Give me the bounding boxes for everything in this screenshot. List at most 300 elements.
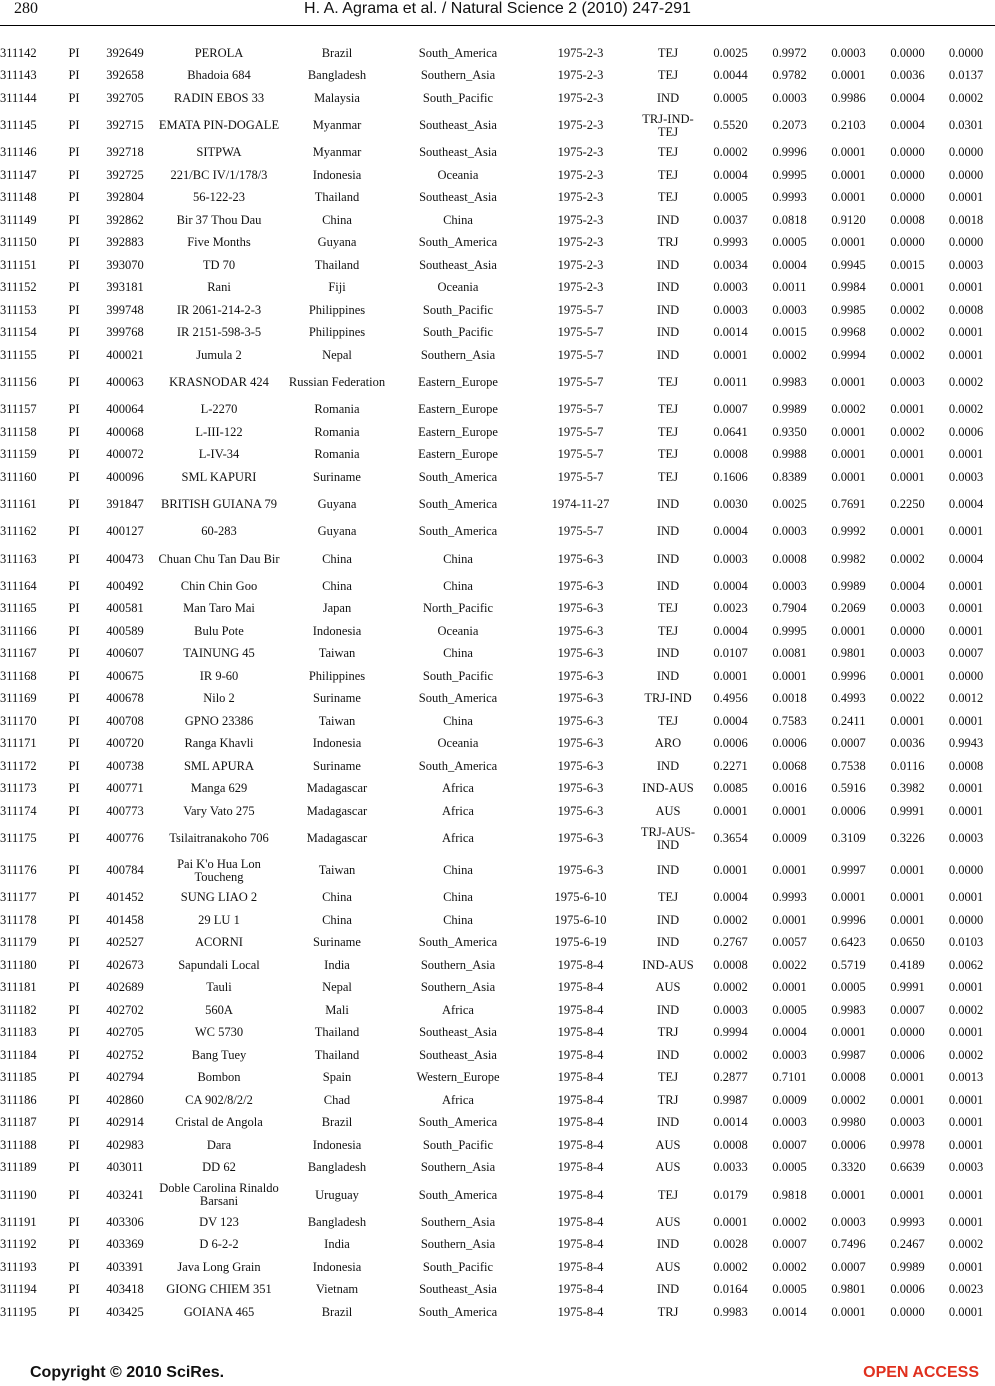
cultivar-name-cell: CA 902/8/2/2	[185, 1092, 253, 1107]
pi-number-cell: 401458	[106, 912, 144, 927]
accession-id-cell: 311158	[0, 424, 37, 439]
prefix-cell: PI	[68, 447, 80, 462]
q2-cell: 0.0057	[772, 935, 807, 950]
group-cell: TRJ	[657, 1304, 679, 1319]
date-cell: 1975-5-7	[557, 469, 604, 484]
q3-cell: 0.0006	[831, 803, 866, 818]
date-cell: 1975-5-7	[557, 524, 604, 539]
q2-cell: 0.9995	[772, 167, 807, 182]
q4-cell: 0.6639	[890, 1160, 925, 1175]
prefix-cell: PI	[68, 1187, 80, 1202]
q5-cell: 0.0062	[948, 957, 984, 972]
q3-cell: 0.0001	[831, 1025, 866, 1040]
country-cell: Taiwan	[318, 713, 356, 728]
q4-cell: 0.0000	[890, 190, 925, 205]
cultivar-name-cell: EMATA PIN-DOGALE	[158, 118, 280, 132]
region-cell: China	[443, 863, 473, 877]
q1-cell: 0.0004	[713, 713, 748, 728]
q2-cell: 0.9818	[772, 1187, 807, 1202]
date-cell: 1975-6-3	[557, 551, 604, 566]
cultivar-name-cell: D 6-2-2	[199, 1237, 239, 1252]
group-cell: IND	[656, 646, 680, 661]
q4-cell: 0.0001	[890, 402, 925, 417]
group-cell: TEJ	[657, 623, 679, 638]
region-cell: South_Pacific	[422, 1259, 494, 1274]
cultivar-name-cell: DD 62	[202, 1160, 236, 1175]
cultivar-name-cell: SML APURA	[183, 758, 255, 773]
q2-cell: 0.0001	[772, 863, 807, 877]
q1-cell: 0.0034	[713, 257, 748, 272]
accession-id-cell: 311143	[0, 68, 37, 83]
country-cell: Spain	[322, 1070, 352, 1085]
date-cell: 1975-6-3	[557, 623, 604, 638]
q2-cell: 0.0001	[772, 912, 807, 927]
date-cell: 1975-6-3	[557, 781, 604, 796]
prefix-cell: PI	[68, 1115, 80, 1130]
pi-number-cell: 402527	[106, 935, 144, 950]
q3-cell: 0.0007	[831, 736, 866, 751]
accession-id-cell: 311154	[0, 325, 37, 340]
accession-id-cell: 311189	[0, 1160, 37, 1175]
prefix-cell: PI	[68, 551, 80, 566]
group-cell: TRJ	[657, 1092, 679, 1107]
country-cell: Romania	[314, 424, 360, 439]
pi-number-cell: 400589	[106, 623, 144, 638]
country-cell: Indonesia	[312, 623, 362, 638]
pi-number-cell: 403425	[106, 1304, 144, 1319]
q4-cell: 0.0001	[890, 280, 925, 295]
q1-cell: 0.0004	[713, 623, 748, 638]
pi-number-cell: 392862	[106, 212, 144, 227]
prefix-cell: PI	[68, 1070, 80, 1085]
q4-cell: 0.9991	[890, 980, 925, 995]
group-cell: TEJ	[657, 375, 679, 389]
group-cell: TRJ-IND-TEJ	[642, 111, 694, 139]
cultivar-name-cell: GIONG CHIEM 351	[166, 1282, 272, 1297]
region-cell: South_America	[418, 1187, 498, 1202]
country-cell: Suriname	[313, 691, 361, 706]
date-cell: 1975-8-4	[557, 1237, 604, 1252]
pi-number-cell: 402983	[106, 1137, 144, 1152]
cultivar-name-cell: IR 2061-214-2-3	[176, 302, 262, 317]
country-cell: Philippines	[308, 325, 366, 340]
cultivar-name-cell: Dara	[206, 1137, 232, 1152]
q2-cell: 0.0005	[772, 1002, 807, 1017]
table-row	[0, 855, 995, 887]
q5-cell: 0.0001	[948, 713, 984, 728]
q3-cell: 0.0005	[831, 980, 866, 995]
cultivar-name-cell: GOIANA 465	[183, 1304, 255, 1319]
pi-number-cell: 400096	[106, 469, 144, 484]
q3-cell: 0.9994	[831, 347, 866, 362]
q5-cell: 0.9943	[948, 736, 984, 751]
table-row	[0, 733, 995, 756]
q2-cell: 0.0009	[772, 1092, 807, 1107]
q5-cell: 0.0001	[948, 280, 984, 295]
table-row	[0, 665, 995, 688]
country-cell: India	[324, 957, 350, 972]
q5-cell: 0.0001	[948, 1115, 984, 1130]
pi-number-cell: 402914	[106, 1115, 144, 1130]
q3-cell: 0.9989	[831, 578, 866, 593]
date-cell: 1975-6-3	[557, 713, 604, 728]
table-row	[0, 299, 995, 322]
q1-cell: 0.1606	[713, 469, 748, 484]
q1-cell: 0.0107	[713, 646, 748, 661]
accession-id-cell: 311156	[0, 375, 37, 389]
q2-cell: 0.0006	[772, 736, 807, 751]
date-cell: 1975-8-4	[557, 1187, 604, 1202]
q4-cell: 0.9991	[890, 803, 925, 818]
group-cell: TEJ	[657, 45, 679, 60]
q3-cell: 0.9980	[831, 1115, 866, 1130]
table-row	[0, 142, 995, 165]
pi-number-cell: 402794	[106, 1070, 144, 1085]
region-cell: China	[443, 890, 473, 905]
q2-cell: 0.0005	[772, 235, 807, 250]
q1-cell: 0.0006	[713, 736, 748, 751]
table-row	[0, 232, 995, 255]
cultivar-name-cell: IR 9-60	[199, 668, 239, 683]
q5-cell: 0.0001	[948, 1214, 984, 1229]
date-cell: 1975-6-3	[557, 803, 604, 818]
q3-cell: 0.0001	[831, 167, 866, 182]
country-cell: Suriname	[313, 758, 361, 773]
country-cell: Malaysia	[314, 90, 360, 105]
table-row	[0, 367, 995, 399]
q1-cell: 0.0001	[713, 1214, 748, 1229]
q4-cell: 0.4189	[890, 957, 925, 972]
q5-cell: 0.0000	[948, 235, 984, 250]
region-cell: Southeast_Asia	[419, 118, 497, 132]
group-cell: AUS	[655, 1160, 681, 1175]
prefix-cell: PI	[68, 1237, 80, 1252]
country-cell: Indonesia	[312, 1137, 362, 1152]
cultivar-name-cell: Bir 37 Thou Dau	[176, 212, 262, 227]
accession-id-cell: 311162	[0, 524, 37, 539]
pi-number-cell: 400771	[106, 781, 144, 796]
prefix-cell: PI	[68, 469, 80, 484]
q1-cell: 0.0004	[713, 578, 748, 593]
q4-cell: 0.2467	[890, 1237, 925, 1252]
group-cell: TEJ	[657, 713, 679, 728]
pi-number-cell: 400064	[106, 402, 144, 417]
accession-id-cell: 311155	[0, 347, 37, 362]
q5-cell: 0.0001	[948, 980, 984, 995]
q5-cell: 0.0001	[948, 347, 984, 362]
q3-cell: 0.9983	[831, 1002, 866, 1017]
q1-cell: 0.0007	[713, 402, 748, 417]
q3-cell: 0.5916	[831, 781, 866, 796]
table-row	[0, 87, 995, 110]
group-cell: TEJ	[657, 145, 679, 160]
date-cell: 1975-2-3	[557, 257, 604, 272]
country-cell: Thailand	[314, 1025, 360, 1040]
q4-cell: 0.0007	[890, 1002, 925, 1017]
cultivar-name-cell: KRASNODAR 424	[169, 375, 269, 389]
q1-cell: 0.0641	[713, 424, 748, 439]
accession-id-cell: 311181	[0, 980, 37, 995]
cultivar-name-cell: Rani	[207, 280, 231, 295]
q4-cell: 0.0015	[890, 257, 925, 272]
q1-cell: 0.0011	[713, 375, 748, 389]
region-cell: North_Pacific	[422, 601, 494, 616]
region-cell: Southern_Asia	[420, 347, 496, 362]
group-cell: IND	[656, 1002, 680, 1017]
prefix-cell: PI	[68, 145, 80, 160]
group-cell: TEJ	[657, 190, 679, 205]
q4-cell: 0.0000	[890, 1304, 925, 1319]
q5-cell: 0.0001	[948, 1187, 984, 1202]
q4-cell: 0.0001	[890, 1187, 925, 1202]
date-cell: 1975-5-7	[557, 347, 604, 362]
prefix-cell: PI	[68, 1137, 80, 1152]
region-cell: Southern_Asia	[420, 980, 496, 995]
pi-number-cell: 400063	[106, 375, 144, 389]
prefix-cell: PI	[68, 935, 80, 950]
cultivar-name-cell: GPNO 23386	[184, 713, 254, 728]
q3-cell: 0.2103	[831, 118, 866, 132]
q2-cell: 0.0081	[772, 646, 807, 661]
region-cell: South_America	[418, 497, 498, 511]
group-cell: TRJ-AUS-IND	[640, 824, 696, 852]
prefix-cell: PI	[68, 890, 80, 905]
cultivar-name-cell: Sapundali Local	[178, 957, 260, 972]
q3-cell: 0.0003	[831, 45, 866, 60]
prefix-cell: PI	[68, 375, 80, 389]
region-cell: Southeast_Asia	[419, 257, 497, 272]
cultivar-name-cell: L-III-122	[195, 424, 243, 439]
q1-cell: 0.4956	[713, 691, 748, 706]
date-cell: 1975-8-4	[557, 1047, 604, 1062]
country-cell: Japan	[322, 601, 352, 616]
q2-cell: 0.0002	[772, 347, 807, 362]
q3-cell: 0.2069	[831, 601, 866, 616]
group-cell: IND	[656, 212, 680, 227]
q5-cell: 0.0002	[948, 402, 984, 417]
q3-cell: 0.2411	[831, 713, 866, 728]
date-cell: 1975-5-7	[557, 402, 604, 417]
q1-cell: 0.0003	[713, 551, 748, 566]
region-cell: Southeast_Asia	[419, 1025, 497, 1040]
q3-cell: 0.9987	[831, 1047, 866, 1062]
date-cell: 1975-6-3	[557, 863, 604, 877]
accession-id-cell: 311172	[0, 758, 37, 773]
table-row	[0, 755, 995, 778]
group-cell: AUS	[655, 803, 681, 818]
cultivar-name-cell: Vary Vato 275	[183, 803, 255, 818]
table-row	[0, 954, 995, 977]
q2-cell: 0.0004	[772, 257, 807, 272]
q5-cell: 0.0003	[948, 831, 984, 845]
table-row	[0, 800, 995, 823]
country-cell: Myanmar	[312, 118, 362, 132]
accession-id-cell: 311174	[0, 803, 37, 818]
q1-cell: 0.0014	[713, 1115, 748, 1130]
q5-cell: 0.0001	[948, 781, 984, 796]
region-cell: South_America	[418, 469, 498, 484]
q2-cell: 0.9972	[772, 45, 807, 60]
region-cell: South_Pacific	[422, 1137, 494, 1152]
q4-cell: 0.0001	[890, 447, 925, 462]
cultivar-name-cell: Bang Tuey	[191, 1047, 247, 1062]
region-cell: Southeast_Asia	[419, 190, 497, 205]
pi-number-cell: 403418	[106, 1282, 144, 1297]
q1-cell: 0.0002	[713, 1047, 748, 1062]
accession-id-cell: 311171	[0, 736, 37, 751]
region-cell: Southeast_Asia	[419, 1282, 497, 1297]
q3-cell: 0.5719	[831, 957, 866, 972]
q1-cell: 0.0001	[713, 668, 748, 683]
region-cell: South_America	[418, 691, 498, 706]
q4-cell: 0.9978	[890, 1137, 925, 1152]
accession-id-cell: 311179	[0, 935, 37, 950]
q1-cell: 0.0164	[713, 1282, 748, 1297]
q4-cell: 0.0036	[890, 68, 925, 83]
table-row	[0, 1112, 995, 1135]
accession-id-cell: 311191	[0, 1214, 37, 1229]
region-cell: Southeast_Asia	[419, 1047, 497, 1062]
table-row	[0, 1301, 995, 1324]
table-row	[0, 1134, 995, 1157]
date-cell: 1975-2-3	[557, 212, 604, 227]
date-cell: 1975-8-4	[557, 1025, 604, 1040]
q3-cell: 0.3109	[831, 831, 866, 845]
q5-cell: 0.0023	[948, 1282, 984, 1297]
table-row	[0, 1022, 995, 1045]
accession-id-cell: 311185	[0, 1070, 37, 1085]
q4-cell: 0.0006	[890, 1047, 925, 1062]
country-cell: China	[322, 578, 352, 593]
q2-cell: 0.9983	[772, 375, 807, 389]
region-cell: Oceania	[437, 623, 479, 638]
country-cell: Bangladesh	[307, 68, 367, 83]
table-row	[0, 1234, 995, 1257]
group-cell: TRJ-IND	[644, 691, 692, 706]
group-cell: TEJ	[657, 469, 679, 484]
q4-cell: 0.0000	[890, 623, 925, 638]
q1-cell: 0.0002	[713, 145, 748, 160]
cultivar-name-cell: Cristal de Angola	[175, 1115, 263, 1130]
region-cell: China	[443, 578, 473, 593]
region-cell: China	[443, 646, 473, 661]
region-cell: South_America	[418, 1115, 498, 1130]
pi-number-cell: 402705	[106, 1025, 144, 1040]
q5-cell: 0.0001	[948, 1304, 984, 1319]
prefix-cell: PI	[68, 713, 80, 728]
q4-cell: 0.0002	[890, 551, 925, 566]
q1-cell: 0.9983	[713, 1304, 748, 1319]
q1-cell: 0.0003	[713, 280, 748, 295]
q3-cell: 0.0002	[831, 402, 866, 417]
region-cell: China	[443, 212, 473, 227]
prefix-cell: PI	[68, 912, 80, 927]
q4-cell: 0.0001	[890, 469, 925, 484]
table-row	[0, 823, 995, 855]
date-cell: 1975-2-3	[557, 167, 604, 182]
prefix-cell: PI	[68, 424, 80, 439]
q5-cell: 0.0013	[948, 1070, 984, 1085]
group-cell: IND	[656, 347, 680, 362]
group-cell: IND	[656, 90, 680, 105]
q2-cell: 0.7101	[772, 1070, 807, 1085]
q1-cell: 0.5520	[713, 118, 748, 132]
prefix-cell: PI	[68, 167, 80, 182]
cultivar-name-cell: Man Taro Mai	[183, 601, 255, 616]
date-cell: 1975-6-3	[557, 831, 604, 845]
q1-cell: 0.9987	[713, 1092, 748, 1107]
q5-cell: 0.0001	[948, 524, 984, 539]
pi-number-cell: 402673	[106, 957, 144, 972]
date-cell: 1975-2-3	[557, 235, 604, 250]
date-cell: 1975-6-3	[557, 578, 604, 593]
pi-number-cell: 400678	[106, 691, 144, 706]
date-cell: 1975-2-3	[557, 145, 604, 160]
cultivar-name-cell: L-2270	[200, 402, 238, 417]
q2-cell: 0.0016	[772, 781, 807, 796]
region-cell: South_America	[418, 1304, 498, 1319]
region-cell: Oceania	[437, 280, 479, 295]
date-cell: 1975-6-3	[557, 691, 604, 706]
cultivar-name-cell: Doble Carolina Rinaldo Barsani	[159, 1181, 279, 1208]
q4-cell: 0.0036	[890, 736, 925, 751]
q4-cell: 0.0003	[890, 1115, 925, 1130]
pi-number-cell: 402860	[106, 1092, 144, 1107]
q3-cell: 0.9996	[831, 912, 866, 927]
q4-cell: 0.9989	[890, 1259, 925, 1274]
accession-id-cell: 311173	[0, 781, 37, 796]
cultivar-name-cell: Bulu Pote	[194, 623, 244, 638]
q1-cell: 0.0085	[713, 781, 748, 796]
group-cell: IND	[656, 935, 680, 950]
prefix-cell: PI	[68, 1092, 80, 1107]
q1-cell: 0.0003	[713, 302, 748, 317]
cultivar-name-cell: Manga 629	[190, 781, 248, 796]
q3-cell: 0.0001	[831, 424, 866, 439]
q4-cell: 0.0001	[890, 890, 925, 905]
q1-cell: 0.0037	[713, 212, 748, 227]
pi-number-cell: 400492	[106, 578, 144, 593]
q2-cell: 0.0009	[772, 831, 807, 845]
q4-cell: 0.0003	[890, 646, 925, 661]
prefix-cell: PI	[68, 1160, 80, 1175]
accession-id-cell: 311164	[0, 578, 37, 593]
pi-number-cell: 400068	[106, 424, 144, 439]
q4-cell: 0.0001	[890, 863, 925, 877]
group-cell: TEJ	[657, 890, 679, 905]
date-cell: 1975-2-3	[557, 118, 604, 132]
q5-cell: 0.0003	[948, 469, 984, 484]
accession-id-cell: 311177	[0, 890, 37, 905]
accession-id-cell: 311184	[0, 1047, 37, 1062]
group-cell: IND	[656, 551, 680, 566]
q5-cell: 0.0301	[948, 118, 984, 132]
q5-cell: 0.0008	[948, 758, 984, 773]
q2-cell: 0.0022	[772, 957, 807, 972]
pi-number-cell: 392883	[106, 235, 144, 250]
q3-cell: 0.9984	[831, 280, 866, 295]
q3-cell: 0.0008	[831, 1070, 866, 1085]
cultivar-name-cell: Ranga Khavli	[184, 736, 254, 751]
group-cell: TEJ	[657, 1070, 679, 1085]
q2-cell: 0.0014	[772, 1304, 807, 1319]
pi-number-cell: 403011	[106, 1160, 144, 1175]
q5-cell: 0.0000	[948, 912, 984, 927]
table-row	[0, 322, 995, 345]
pi-number-cell: 403306	[106, 1214, 144, 1229]
q3-cell: 0.0001	[831, 145, 866, 160]
accession-id-cell: 311145	[0, 118, 37, 132]
